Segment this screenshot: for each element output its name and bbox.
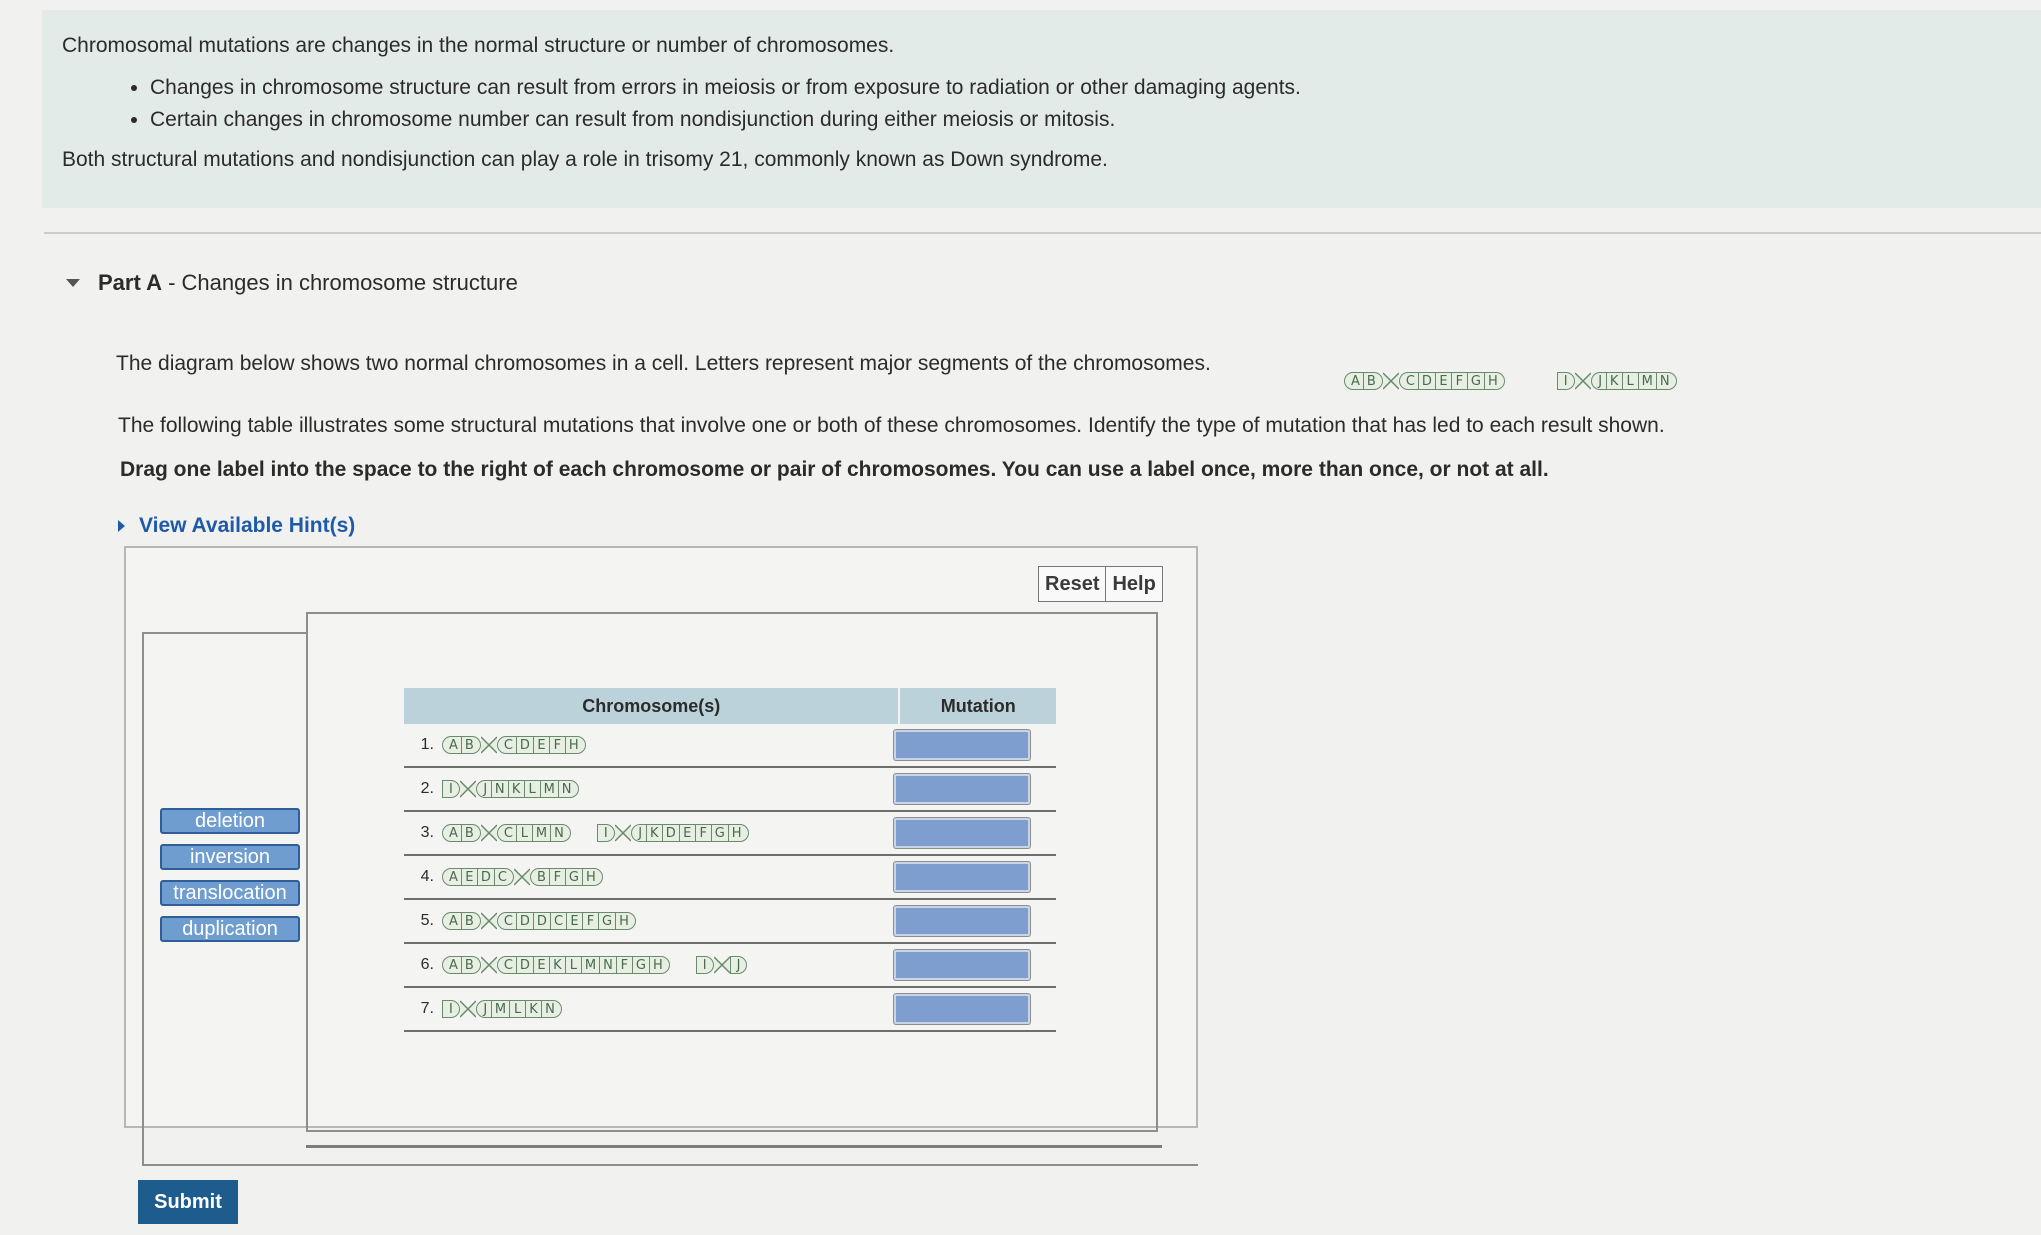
column-header-mutation: Mutation: [898, 688, 1056, 724]
chromosome-segment: E: [680, 824, 696, 842]
chromosome-segment: B: [462, 824, 481, 842]
chromosome-arm: [497, 734, 586, 756]
chromosome-arm: [631, 822, 749, 844]
table-row: [404, 812, 1056, 856]
chromosome-segment: F: [550, 736, 566, 754]
chromosome-segment: G: [712, 824, 729, 842]
chromosome-segment: H: [1485, 372, 1505, 390]
question-description: The diagram below shows two normal chromosomes in a cell. Letters represent major segments of the chromosomes.: [116, 352, 1211, 375]
chromosome-segment: G: [1468, 372, 1485, 390]
centromere-icon: [481, 824, 497, 842]
table-row: [404, 856, 1056, 900]
chromosome-segment: N: [492, 780, 509, 798]
chromosome-segment: L: [525, 780, 541, 798]
chromosome-segment: A: [442, 824, 462, 842]
intro-panel: [42, 10, 2041, 208]
table-row: [404, 988, 1056, 1032]
chromosome-segment: I: [597, 824, 615, 842]
chromosome-arm: [1557, 370, 1575, 392]
row-chromosomes: [442, 778, 579, 800]
chromosome: [442, 910, 636, 932]
row-number: 7.: [420, 1000, 434, 1017]
chromosome: [1344, 370, 1505, 392]
chromosome-segment: F: [1452, 372, 1468, 390]
chromosome-segment: C: [497, 824, 517, 842]
row-chromosomes: [442, 998, 562, 1020]
row-number: 1.: [420, 736, 434, 753]
mutation-drop-target[interactable]: [894, 994, 1030, 1024]
mutation-table: [404, 688, 1056, 1032]
chromosome-segment: F: [696, 824, 712, 842]
chromosome-arm: [1591, 370, 1677, 392]
chromosome-segment: C: [495, 868, 514, 886]
centromere-icon: [481, 736, 497, 754]
chromosome: [442, 954, 670, 976]
chromosome-segment: I: [442, 1000, 460, 1018]
chromosome-segment: B: [462, 912, 481, 930]
chromosome-arm: [730, 954, 748, 976]
label-duplication[interactable]: duplication: [160, 916, 300, 942]
chromosome: [1557, 370, 1677, 392]
table-row: [404, 724, 1056, 768]
part-label: Part A: [98, 270, 162, 295]
chromosome-segment: B: [462, 956, 481, 974]
chromosome-segment: J: [476, 1000, 492, 1018]
centromere-icon: [481, 956, 497, 974]
chromosome-segment: D: [478, 868, 495, 886]
chromosome-segment: G: [633, 956, 650, 974]
help-button[interactable]: Help: [1106, 566, 1162, 602]
column-header-chromosomes: Chromosome(s): [404, 688, 898, 724]
chromosome-segment: D: [517, 912, 534, 930]
chromosome-segment: K: [550, 956, 566, 974]
chromosome-arm: [476, 778, 579, 800]
chromosome-segment: I: [442, 780, 460, 798]
chromosome-segment: I: [696, 956, 714, 974]
chromosome-segment: L: [510, 1000, 526, 1018]
chromosome-segment: L: [517, 824, 533, 842]
chromosome-segment: G: [599, 912, 616, 930]
chromosome-segment: L: [1623, 372, 1639, 390]
chromosome-segment: C: [1399, 372, 1419, 390]
row-chromosomes: [442, 734, 586, 756]
chromosome: [696, 954, 748, 976]
intro-closing: Both structural mutations and nondisjunction can play a role in trisomy 21, commonly known as Down syndrome.: [62, 148, 1108, 171]
row-chromosomes: [442, 954, 747, 976]
chromosome-arm: [442, 954, 481, 976]
intro-bullets: [62, 74, 2021, 134]
intro-bullet: • Changes in chromosome structure can result from errors in meiosis or from exposure to radiation or other damaging agents.: [150, 74, 2021, 102]
chromosome-segment: M: [541, 780, 559, 798]
centromere-icon: [714, 956, 730, 974]
table-body: [404, 724, 1056, 1032]
reset-button[interactable]: Reset: [1038, 566, 1106, 602]
chromosome: [442, 866, 603, 888]
chromosome-segment: L: [566, 956, 582, 974]
chromosome-segment: A: [442, 912, 462, 930]
chromosome-arm: [442, 998, 460, 1020]
chromosome-segment: M: [582, 956, 600, 974]
divider: [142, 1164, 1198, 1166]
chromosome-arm: [1399, 370, 1505, 392]
chromosome-segment: E: [462, 868, 478, 886]
chromosome-segment: J: [730, 956, 748, 974]
chromosome-segment: E: [1436, 372, 1452, 390]
intro-bullet: • Certain changes in chromosome number can result from nondisjunction during either meiosis or mitosis.: [150, 106, 2021, 134]
chromosome-segment: D: [517, 736, 534, 754]
reference-chromosomes: [1344, 370, 1677, 392]
table-row: [404, 768, 1056, 812]
chromosome-segment: D: [517, 956, 534, 974]
chromosome-segment: N: [551, 824, 571, 842]
chromosome-segment: H: [566, 736, 586, 754]
chromosome-segment: B: [1364, 372, 1383, 390]
part-a-header[interactable]: [66, 270, 518, 296]
chromosome-segment: I: [1557, 372, 1575, 390]
chromosome-segment: E: [534, 736, 550, 754]
chromosome-segment: J: [476, 780, 492, 798]
chromosome-segment: B: [530, 868, 550, 886]
chromosome-segment: B: [462, 736, 481, 754]
table-header: [404, 688, 1056, 724]
chromosome-arm: [597, 822, 615, 844]
row-number: 3.: [420, 824, 434, 841]
centromere-icon: [1383, 372, 1399, 390]
widget-toolbar: [1038, 566, 1163, 602]
chromosome-segment: D: [663, 824, 680, 842]
chromosome-segment: N: [1657, 372, 1677, 390]
instruction: Drag one label into the space to the right of each chromosome or pair of chromosomes. You can use a label once, more than once, or not at all.: [120, 458, 1549, 481]
chromosome-segment: H: [729, 824, 749, 842]
chromosome-segment: C: [497, 956, 517, 974]
chromosome-segment: C: [497, 912, 517, 930]
centromere-icon: [615, 824, 631, 842]
chromosome-segment: M: [492, 1000, 510, 1018]
chromosome-segment: N: [542, 1000, 562, 1018]
centromere-icon: [460, 780, 476, 798]
chromosome-arm: [476, 998, 562, 1020]
chromosome-segment: H: [616, 912, 636, 930]
part-subtitle: - Changes in chromosome structure: [161, 270, 518, 295]
chromosome-segment: A: [442, 868, 462, 886]
chromosome-segment: K: [509, 780, 525, 798]
label-deletion[interactable]: deletion: [160, 808, 300, 834]
table-intro: The following table illustrates some structural mutations that involve one or both of these chromosomes. Identify the type of mutation that has led to each result shown.: [118, 414, 1665, 437]
view-hints-link[interactable]: [118, 514, 355, 538]
chromosome: [442, 822, 571, 844]
divider: [306, 1145, 1162, 1148]
chromosome-segment: M: [533, 824, 551, 842]
row-number: 6.: [420, 956, 434, 973]
centromere-icon: [460, 1000, 476, 1018]
hint-link-text[interactable]: View Available Hint(s): [139, 514, 356, 537]
chromosome: [597, 822, 749, 844]
table-row: [404, 900, 1056, 944]
row-chromosomes: [442, 822, 749, 844]
chromosome-segment: J: [631, 824, 647, 842]
chromosome-arm: [696, 954, 714, 976]
chromosome-segment: F: [617, 956, 633, 974]
mutation-drop-target[interactable]: [894, 818, 1030, 848]
chromosome-arm: [530, 866, 603, 888]
row-number: 4.: [420, 868, 434, 885]
row-chromosomes: [442, 866, 603, 888]
row-number: 5.: [420, 912, 434, 929]
chromosome-segment: K: [526, 1000, 542, 1018]
chromosome-segment: H: [650, 956, 670, 974]
chromosome-segment: A: [1344, 372, 1364, 390]
chromosome-arm: [1344, 370, 1383, 392]
mutation-drop-target[interactable]: [894, 730, 1030, 760]
chromosome-arm: [497, 822, 571, 844]
chromosome-segment: J: [1591, 372, 1607, 390]
chromosome-arm: [442, 734, 481, 756]
chromosome-segment: G: [566, 868, 583, 886]
mutation-drop-target[interactable]: [894, 906, 1030, 936]
chromosome-segment: D: [534, 912, 551, 930]
part-title: [98, 270, 518, 296]
submit-button[interactable]: Submit: [138, 1180, 238, 1224]
chromosome-arm: [442, 778, 460, 800]
label-inversion[interactable]: inversion: [160, 844, 300, 870]
row-number: 2.: [420, 780, 434, 797]
chromosome-segment: C: [551, 912, 567, 930]
chromosome-segment: D: [1419, 372, 1436, 390]
chromosome-segment: A: [442, 956, 462, 974]
chromosome-segment: E: [534, 956, 550, 974]
chromosome: [442, 998, 562, 1020]
chromosome: [442, 778, 579, 800]
label-list: [160, 808, 300, 942]
collapse-caret-icon[interactable]: [66, 279, 80, 287]
centromere-icon: [1575, 372, 1591, 390]
chromosome-arm: [497, 954, 670, 976]
chromosome-segment: K: [647, 824, 663, 842]
mutation-drop-target[interactable]: [894, 774, 1030, 804]
chromosome-arm: [442, 866, 514, 888]
chromosome-arm: [442, 822, 481, 844]
chromosome-segment: K: [1607, 372, 1623, 390]
centromere-icon: [514, 868, 530, 886]
chromosome-segment: N: [559, 780, 579, 798]
chromosome: [442, 734, 586, 756]
divider: [44, 232, 2041, 234]
row-chromosomes: [442, 910, 636, 932]
intro-lead: Chromosomal mutations are changes in the normal structure or number of chromosomes.: [62, 34, 895, 57]
chromosome-segment: M: [1639, 372, 1657, 390]
chromosome-segment: C: [497, 736, 517, 754]
chromosome-arm: [497, 910, 636, 932]
chromosome-segment: F: [550, 868, 566, 886]
chromosome-segment: A: [442, 736, 462, 754]
label-translocation[interactable]: translocation: [160, 880, 300, 906]
expand-caret-icon: [118, 520, 125, 532]
chromosome-segment: N: [600, 956, 617, 974]
chromosome-segment: E: [567, 912, 583, 930]
mutation-drop-target[interactable]: [894, 862, 1030, 892]
mutation-drop-target[interactable]: [894, 950, 1030, 980]
centromere-icon: [481, 912, 497, 930]
table-row: [404, 944, 1056, 988]
chromosome-segment: H: [583, 868, 603, 886]
chromosome-segment: F: [583, 912, 599, 930]
chromosome-arm: [442, 910, 481, 932]
